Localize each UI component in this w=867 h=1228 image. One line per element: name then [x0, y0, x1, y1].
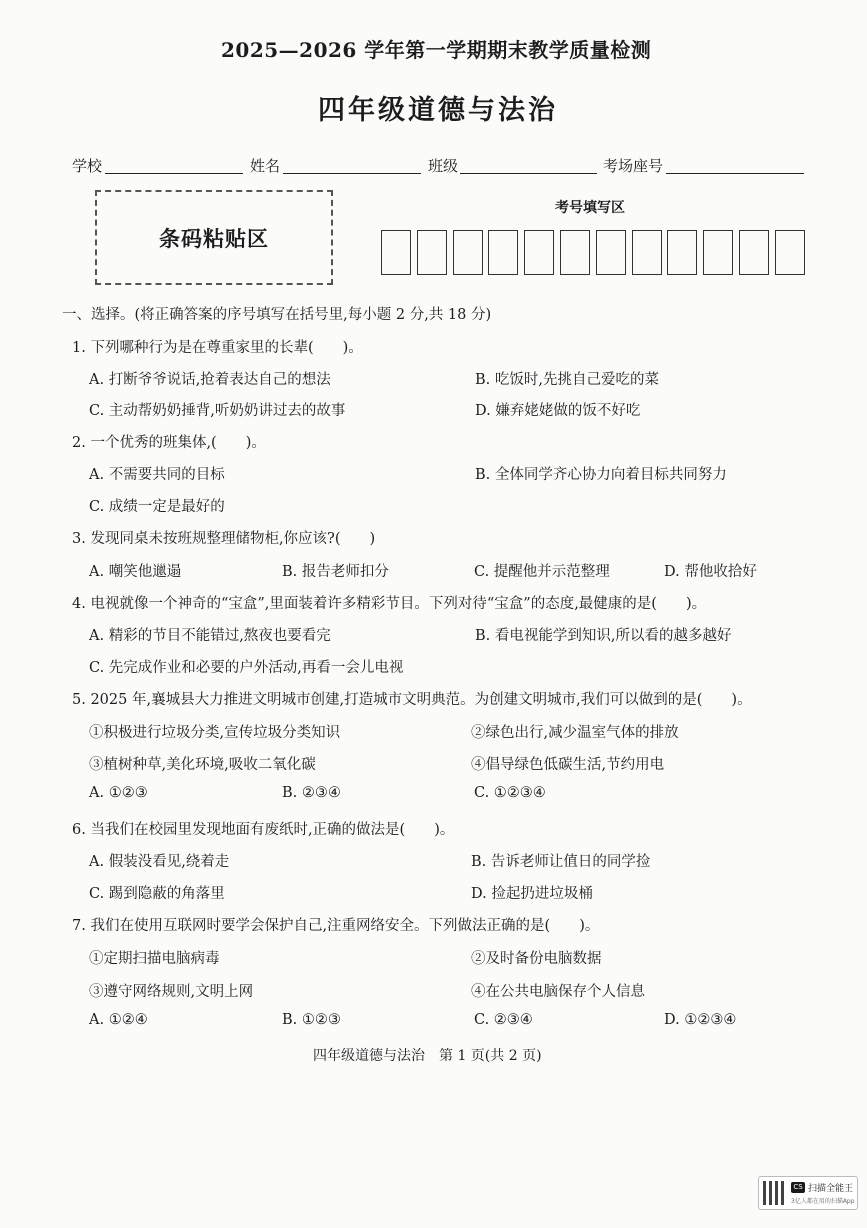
subject-title: 四年级道德与法治 — [318, 95, 558, 126]
scanner-tagline: 3亿人都在用的扫描App — [791, 1198, 855, 1205]
exam-id-cell[interactable] — [488, 230, 518, 275]
statement-item: ③植树种草,美化环境,吸收二氧化碳 — [89, 757, 316, 773]
option: A. 嘲笑他邋遢 — [89, 564, 182, 580]
seat-label: 考场座号 — [603, 157, 664, 175]
statement-item: ④倡导绿色低碳生活,节约用电 — [471, 757, 665, 773]
option: A. 打断爷爷说话,抢着表达自己的想法 — [89, 372, 331, 388]
class-label: 班级 — [428, 157, 459, 175]
option: B. 看电视能学到知识,所以看的越多越好 — [475, 628, 732, 644]
statement-item: ②及时备份电脑数据 — [471, 951, 602, 967]
exam-title: 2025—2026 学年第一学期期末教学质量检测 — [221, 38, 652, 62]
question-stem: 2. 一个优秀的班集体,( )。 — [72, 435, 266, 451]
exam-id-cell[interactable] — [524, 230, 554, 275]
statement-item: ①定期扫描电脑病毒 — [89, 951, 220, 967]
statement-item: ④在公共电脑保存个人信息 — [471, 984, 645, 1000]
barcode-label: 条码粘贴区 — [159, 225, 269, 251]
question-stem: 5. 2025 年,襄城县大力推进文明城市创建,打造城市文明典范。为创建文明城市,我们可以做到的是( )。 — [72, 692, 752, 708]
option: A. ①②④ — [89, 1012, 148, 1028]
option: A. ①②③ — [89, 785, 148, 801]
option: B. ①②③ — [282, 1012, 341, 1028]
exam-id-cell[interactable] — [667, 230, 697, 275]
option: D. ①②③④ — [664, 1012, 737, 1028]
option: B. 告诉老师让值日的同学捡 — [471, 854, 651, 870]
option: B. 报告老师扣分 — [282, 564, 389, 580]
exam-id-cell[interactable] — [596, 230, 626, 275]
exam-id-cell[interactable] — [453, 230, 483, 275]
name-field[interactable] — [283, 172, 421, 174]
question-stem: 7. 我们在使用互联网时要学会保护自己,注重网络安全。下列做法正确的是( )。 — [72, 918, 600, 934]
question-stem: 1. 下列哪种行为是在尊重家里的长辈( )。 — [72, 340, 363, 356]
option: D. 嫌弃姥姥做的饭不好吃 — [475, 403, 641, 419]
option: D. 帮他收拾好 — [664, 564, 757, 580]
option: C. 成绩一定是最好的 — [89, 499, 225, 515]
qr-code-icon — [763, 1181, 787, 1205]
option: C. ②③④ — [474, 1012, 533, 1028]
seat-field[interactable] — [666, 172, 804, 174]
exam-id-cell[interactable] — [381, 230, 411, 275]
page-footer: 四年级道德与法治 第 1 页(共 2 页) — [313, 1048, 542, 1064]
school-field[interactable] — [105, 172, 243, 174]
exam-id-cell[interactable] — [739, 230, 769, 275]
statement-item: ②绿色出行,减少温室气体的排放 — [471, 725, 679, 741]
option: B. 全体同学齐心协力向着目标共同努力 — [475, 467, 727, 483]
cs-logo-icon: CS — [791, 1182, 805, 1193]
option: A. 不需要共同的目标 — [89, 467, 225, 483]
question-stem: 4. 电视就像一个神奇的“宝盒”,里面装着许多精彩节目。下列对待“宝盒”的态度,最健康的是( )。 — [72, 596, 707, 612]
barcode-area — [95, 190, 333, 285]
option: D. 捡起扔进垃圾桶 — [471, 886, 593, 902]
option: C. 提醒他并示范整理 — [474, 564, 610, 580]
exam-id-cell[interactable] — [775, 230, 805, 275]
class-field[interactable] — [460, 172, 597, 174]
exam-id-label: 考号填写区 — [555, 200, 625, 216]
option: C. 先完成作业和必要的户外活动,再看一会儿电视 — [89, 660, 404, 676]
school-label: 学校 — [72, 157, 103, 175]
scanner-name: 扫描全能王 — [808, 1184, 854, 1194]
option: B. ②③④ — [282, 785, 341, 801]
name-label: 姓名 — [250, 157, 281, 175]
option: A. 精彩的节目不能错过,熬夜也要看完 — [89, 628, 331, 644]
scanner-watermark — [758, 1176, 858, 1210]
exam-id-cell[interactable] — [703, 230, 733, 275]
exam-id-cell[interactable] — [560, 230, 590, 275]
option: A. 假装没看见,绕着走 — [89, 854, 230, 870]
question-stem: 3. 发现同桌未按班规整理储物柜,你应该?( ) — [72, 531, 376, 547]
option: C. ①②③④ — [474, 785, 546, 801]
option: C. 踢到隐蔽的角落里 — [89, 886, 225, 902]
exam-id-cell[interactable] — [632, 230, 662, 275]
statement-item: ①积极进行垃圾分类,宣传垃圾分类知识 — [89, 725, 341, 741]
exam-id-grid[interactable] — [381, 230, 805, 275]
section-heading: 一、选择。(将正确答案的序号填写在括号里,每小题 2 分,共 18 分) — [62, 307, 492, 323]
statement-item: ③遵守网络规则,文明上网 — [89, 984, 254, 1000]
question-stem: 6. 当我们在校园里发现地面有废纸时,正确的做法是( )。 — [72, 822, 455, 838]
option: C. 主动帮奶奶捶背,听奶奶讲过去的故事 — [89, 403, 346, 419]
option: B. 吃饭时,先挑自己爱吃的菜 — [475, 372, 659, 388]
exam-id-cell[interactable] — [417, 230, 447, 275]
